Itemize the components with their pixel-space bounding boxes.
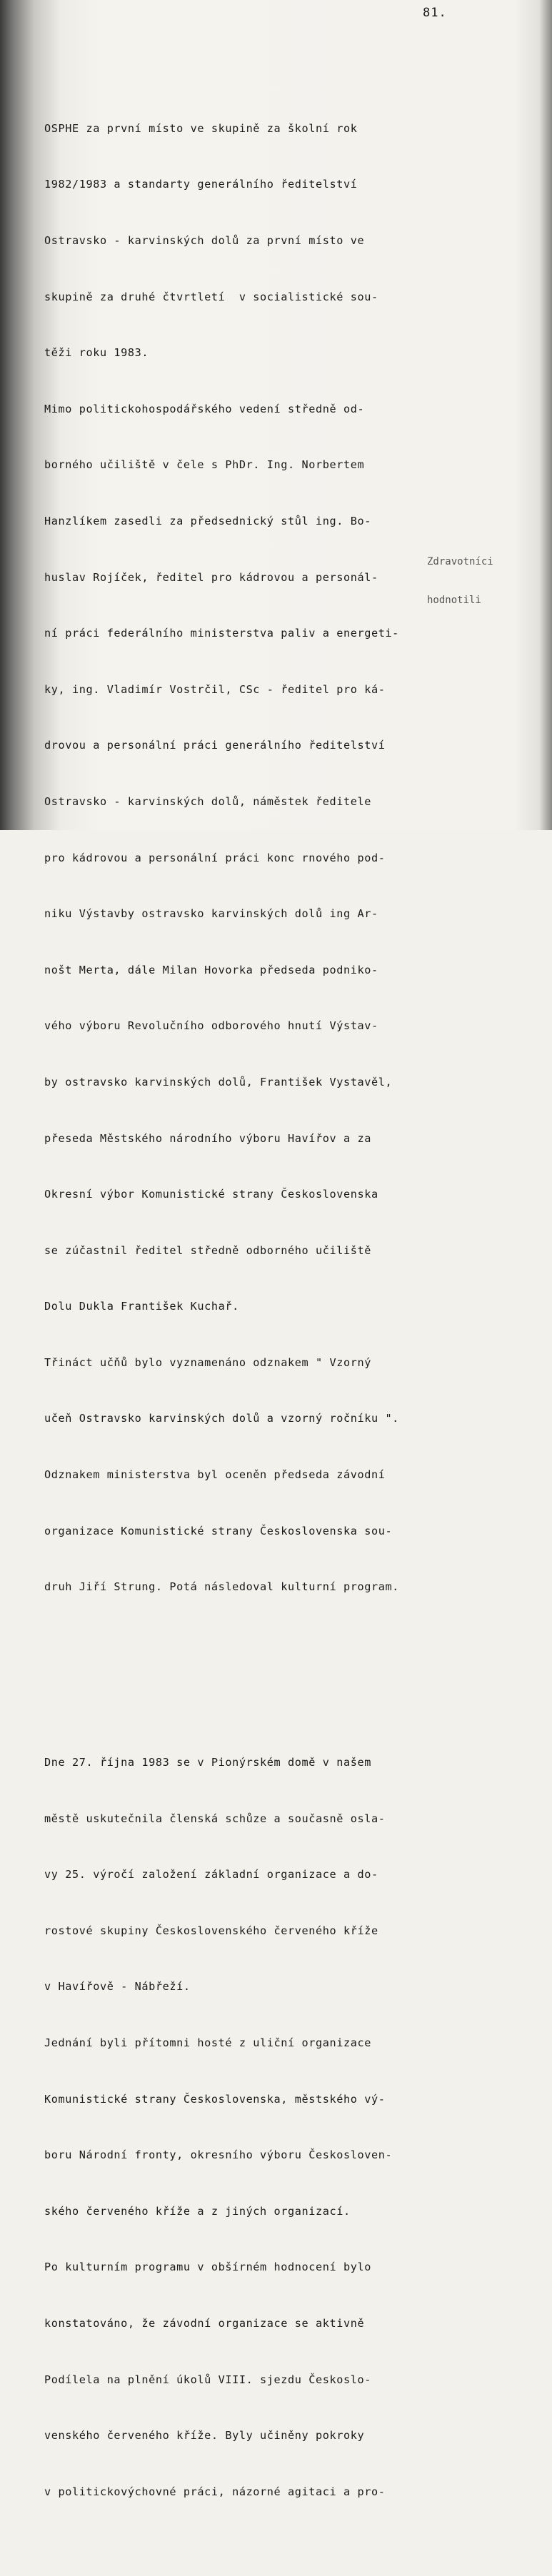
text-line: Hanzlíkem zasedli za předsednický stůl ing. Bo-: [44, 514, 371, 527]
text-line: se zúčastnil ředitel středně odborného učiliště: [44, 1243, 371, 1257]
text-line: Třináct učňů bylo vyznamenáno odznakem " Vzorný: [44, 1355, 371, 1369]
text-line: ní práci federálního ministerstva paliv a energeti-: [44, 627, 399, 640]
text-line: konstatováno, že závodní organizace se aktivně: [44, 2317, 365, 2330]
text-line: přeseda Městského národního výboru Havířov a za: [44, 1131, 371, 1145]
text-line: Okresní výbor Komunistické strany Československa: [44, 1188, 378, 1201]
margin-note-line: Zdravotníci: [427, 556, 493, 567]
paragraph-gap: [44, 1671, 430, 1678]
text-line: Odznakem ministerstva byl oceněn předseda závodní: [44, 1468, 386, 1482]
text-line: Mimo politickohospodářského vedení středně od-: [44, 402, 365, 415]
text-line: 1982/1983 a standarty generálního ředitelství: [44, 178, 358, 191]
text-line: vy 25. výročí založení základní organizace a do-: [44, 1868, 378, 1882]
text-line: Dne 27. října 1983 se v Pionýrském domě v našem: [44, 1756, 371, 1769]
text-line: Podílela na plnění úkolů VIII. sjezdu Českoslo-: [44, 2373, 371, 2386]
text-line: Jednání byli přítomni hosté z uliční organizace: [44, 2036, 371, 2050]
text-line: rostové skupiny Československého červeného kříže: [44, 1924, 378, 1937]
text-line: organizace Komunistické strany Československa sou-: [44, 1524, 393, 1537]
text-line: městě uskutečnila členská schůze a současně osla-: [44, 1812, 386, 1825]
text-line: nošt Merta, dále Milan Hovorka předseda podniko-: [44, 963, 378, 976]
text-line: OSPHE za první místo ve skupině za školní rok: [44, 121, 358, 135]
text-line: ského červeného kříže a z jiných organizací.: [44, 2204, 351, 2218]
text-line: pro kádrovou a personální práci konc rnového pod-: [44, 851, 386, 864]
text-line: Po kulturním programu v obšírném hodnocení bylo: [44, 2261, 371, 2274]
body-text: [44, 44, 430, 2576]
text-line: těži roku 1983.: [44, 346, 149, 360]
text-line: skupině za druhé čtvrtletí v socialistické sou-: [44, 290, 378, 303]
margin-note-line: hodnotili: [427, 595, 481, 606]
text-line: by ostravsko karvinských dolů, František Vystavěl,: [44, 1075, 393, 1089]
text-line: Dolu Dukla František Kuchař.: [44, 1300, 239, 1313]
text-line: vého výboru Revolučního odborového hnutí Výstav-: [44, 1019, 378, 1033]
text-line: druh Jiří Strung. Potá následoval kulturní program.: [44, 1580, 399, 1594]
page-number: 81.: [423, 6, 447, 20]
text-line: v politickovýchovné práci, názorné agitaci a pro-: [44, 2485, 386, 2498]
text-line: Ostravsko - karvinských dolů za první místo ve: [44, 234, 365, 247]
text-line: huslav Rojíček, ředitel pro kádrovou a personál-: [44, 570, 378, 584]
text-line: Komunistické strany Československa, městského vý-: [44, 2092, 386, 2106]
text-line: drovou a personální práci generálního ředitelství: [44, 739, 386, 752]
text-line: boru Národní fronty, okresního výboru Českosloven-: [44, 2148, 393, 2162]
text-line: borného učiliště v čele s PhDr. Ing. Norbertem: [44, 458, 365, 472]
text-line: Ostravsko - karvinských dolů, náměstek ředitele: [44, 794, 371, 808]
text-line: učeň Ostravsko karvinských dolů a vzorný ročníku ".: [44, 1412, 399, 1425]
text-line: venského červeného kříže. Byly učiněny pokroky: [44, 2429, 365, 2443]
text-line: v Havířově - Nábřeží.: [44, 1980, 191, 1994]
text-line: ky, ing. Vladimír Vostrčil, CSc - ředitel pro ká-: [44, 682, 386, 696]
margin-note: [427, 530, 493, 632]
paragraph-bottom: [44, 1716, 430, 2539]
text-line: niku Výstavby ostravsko karvinských dolů ing Ar-: [44, 907, 378, 921]
paragraph-top: [44, 81, 430, 1633]
